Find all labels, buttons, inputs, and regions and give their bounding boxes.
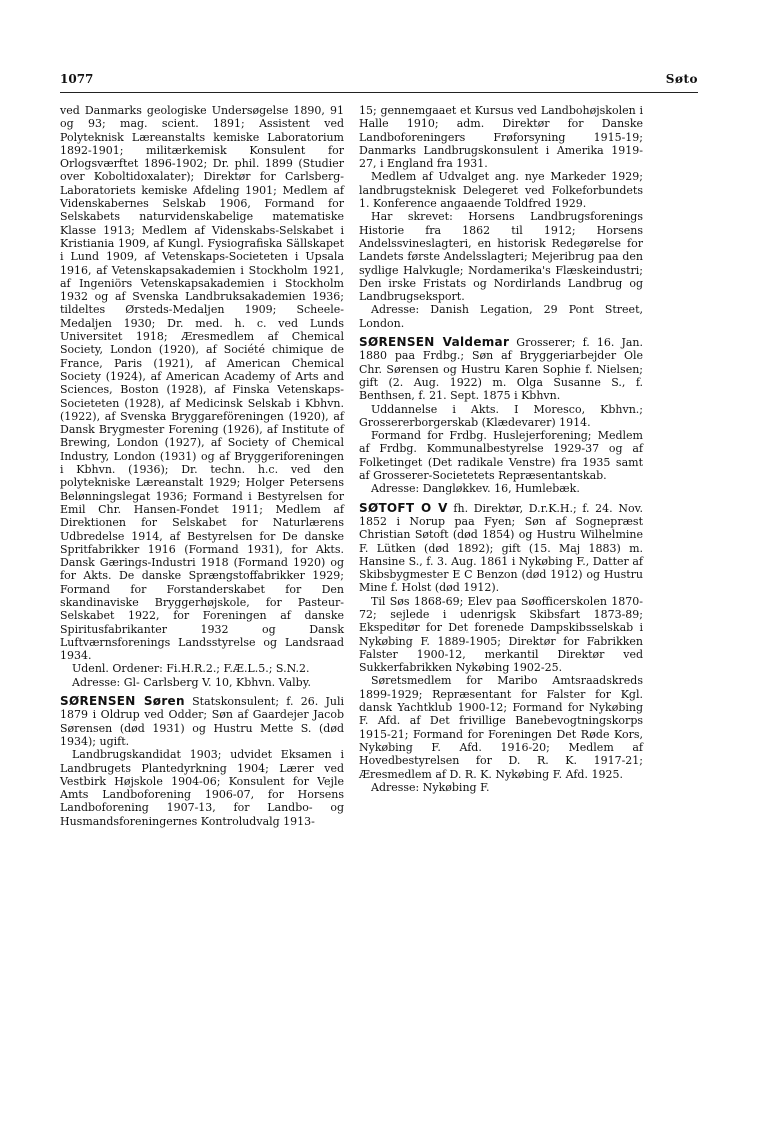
paragraph: Har skrevet: Horsens Landbrugsforenings Historie fra 1862 til 1912; Horsens Andelssvineslagteri, en historisk Redegørelse for Landets første Andelsslagteri; Mejeribrug paa den sydlige Halvkugle; Nordamerika's Flæskeindustri; Den irske Fristats og Nordirlands Landbrug og Landbrugseksport. [359, 210, 643, 304]
page-header [60, 72, 698, 93]
entry-name: SØTOFT O V [359, 500, 448, 515]
paragraph: Søretsmedlem for Maribo Amtsraadskreds 1899-1929; Repræsentant for Falster for Kgl. dansk Yachtklub 1900-12; Formand for Nykøbing F. Afd. af Det frivillige Banebevogtningskorps 1915-21; Formand for Foreningen Det Røde Kors, Nykøbing F. Afd. 1916-20; Medlem af Hovedbestyrelsen for D. R. K. 1917-21; Æresmedlem af D. R. K. Nykøbing F. Afd. 1925. [359, 674, 643, 781]
paragraph: 15; gennemgaaet et Kursus ved Landbohøjskolen i Halle 1910; adm. Direktør for Danske Landboforeningers Frøforsyning 1915-19; Danmarks Landbrugskonsulent i Amerika 1919-27, i England fra 1931. [359, 104, 643, 171]
paragraph: Formand for Frdbg. Huslejerforening; Medlem af Frdbg. Kommunalbestyrelse 1929-37 og af Folketinget (Det radikale Venstre) fra 1935 samt af Grosserer-Societetets Repræsentantskab. [359, 429, 643, 483]
paragraph: ved Danmarks geologiske Undersøgelse 1890, 91 og 93; mag. scient. 1891; Assistent ved Polyteknisk Læreanstalts kemiske Laboratorium 1892-1901; militærkemisk Konsulent for Orlogsværftet 1896-1902; Dr. phil. 1899 (Studier over Koboltidoxalater); Direktør for Carlsberg-Laboratoriets kemiske Afdeling 1901; Medlem af Videnskabernes Selskab 1906, Formand for Selskabets naturvidenskabelige matematiske Klasse 1913; Medlem af Videnskabs-Selskabet i Kristiania 1909, af Kungl. Fysiografiska Sällskapet i Lund 1909, af Vetenskaps-Societeten i Upsala 1916, af Vetenskapsakademien i Stockholm 1921, af Ingeniörs Vetenskapsakademien i Stockholm 1932 og af Svenska Landbruksakademien 1936; tildeltes Ørsteds-Medaljen 1909; Scheele-Medaljen 1930; Dr. med. h. c. ved Lunds Universitet 1918; Æresmedlem af Chemical Society, London (1920), af Société chimique de France, Paris (1921), af American Chemical Society (1924), af American Academy of Arts and Sciences, Boston (1928), af Finska Vetenskaps-Societeten (1928), af Medicinsk Selskab i Kbhvn. (1922), af Svenska Bryggareföreningen (1920), af Dansk Brygmester Forening (1926), af Institute of Brewing, London (1927), af Society of Chemical Industry, London (1931) og af Bryggeriforeningen i Kbhvn. (1936); Dr. techn. h.c. ved den polytekniske Læreanstalt 1929; Holger Petersens Belønningslegat 1936; Formand i Bestyrelsen for Emil Chr. Hansen-Fondet 1911; Medlem af Direktionen for Selskabet for Naturlærens Udbredelse 1914, af Bestyrelsen for De danske Spritfabrikker 1916 (Formand 1931), for Akts. Dansk Gærings-Industri 1918 (Formand 1920) og for Akts. De danske Sprængstoffabrikker 1929; Formand for Forstanderskabet for Den skandinaviske Bryggerhøjskole, for Pasteur-Selskabet 1922, for Foreningen af danske Spiritusfabrikanter 1932 og Dansk Luftværnsforenings Landsstyrelse og Landsraad 1934. [60, 104, 344, 663]
paragraph: Adresse: Danish Legation, 29 Pont Street, London. [359, 303, 643, 330]
entry-text: fh. Direktør, D.r.K.H.; f. 24. Nov. 1852 i Norup paa Fyen; Søn af Sognepræst Christian Søtoft (død 1854) og Hustru Wilhelmine F. Lütken (død 1892); gift (15. Maj 1883) m. Hansine S., f. 3. Aug. 1861 i Nykøbing F., Datter af Skibsbygmester E C Benzon (død 1912) og Hustru Mine f. Holst (død 1912). [359, 501, 643, 595]
paragraph: Adresse: Nykøbing F. [371, 780, 490, 794]
paragraph: Adresse: Gl- Carlsberg V. 10, Kbhvn. Valby. [72, 675, 311, 689]
paragraph: Adresse: Dangløkkev. 16, Humlebæk. [371, 482, 580, 496]
paragraph: Udenl. Ordener: Fi.H.R.2.; F.Æ.L.5.; S.N.2. [72, 662, 310, 676]
biography-entry [359, 502, 643, 595]
paragraph: Medlem af Udvalget ang. nye Markeder 1929; landbrugsteknisk Delegeret ved Folkeforbundets 1. Konference angaaende Toldfred 1929. [359, 170, 643, 211]
entry-text: Grosserer; f. 16. Jan. 1880 paa Frdbg.; Søn af Bryggeriarbejder Ole Chr. Sørensen og Hustru Karen Sophie f. Nielsen; gift (2. Aug. 1922) m. Olga Susanne S., f. Benthsen, f. 21. Sept. 1875 i Kbhvn. [359, 336, 644, 403]
entry-text: Statskonsulent; f. 26. Juli 1879 i Oldrup ved Odder; Søn af Gaardejer Jacob Sørensen (død 1931) og Hustru Mette S. (død 1934); ugift. [60, 695, 344, 748]
right-column [359, 104, 643, 794]
paragraph: Til Søs 1868-69; Elev paa Søofficerskolen 1870-72; sejlede i udenrigsk Skibsfart 1873-89; Ekspeditør for Det forenede Dampskibsselskab i Nykøbing F. 1889-1905; Direktør for Fabrikken Falster 1900-12, merkantil Direktør ved Sukkerfabrikken Nykøbing 1902-25. [359, 594, 643, 675]
paragraph: Landbrugskandidat 1903; udvidet Eksamen i Landbrugets Plantedyrkning 1904; Lærer ved Vestbirk Højskole 1904-06; Konsulent for Vejle Amts Landboforening 1906-07, for Horsens Landboforening 1907-13, for Landbo- og Husmandsforeningernes Kontroludvalg 1913- [60, 748, 344, 828]
left-column [60, 104, 344, 828]
page-number: 1077 [60, 72, 94, 86]
biography-entry [60, 695, 344, 748]
running-head: Søto [665, 72, 698, 86]
biography-entry [359, 336, 643, 402]
paragraph: Uddannelse i Akts. I Moresco, Kbhvn.; Grossererborgerskab (Klædevarer) 1914. [359, 402, 643, 429]
entry-name: SØRENSEN Søren [60, 694, 185, 709]
entry-name: SØRENSEN Valdemar [359, 335, 510, 350]
